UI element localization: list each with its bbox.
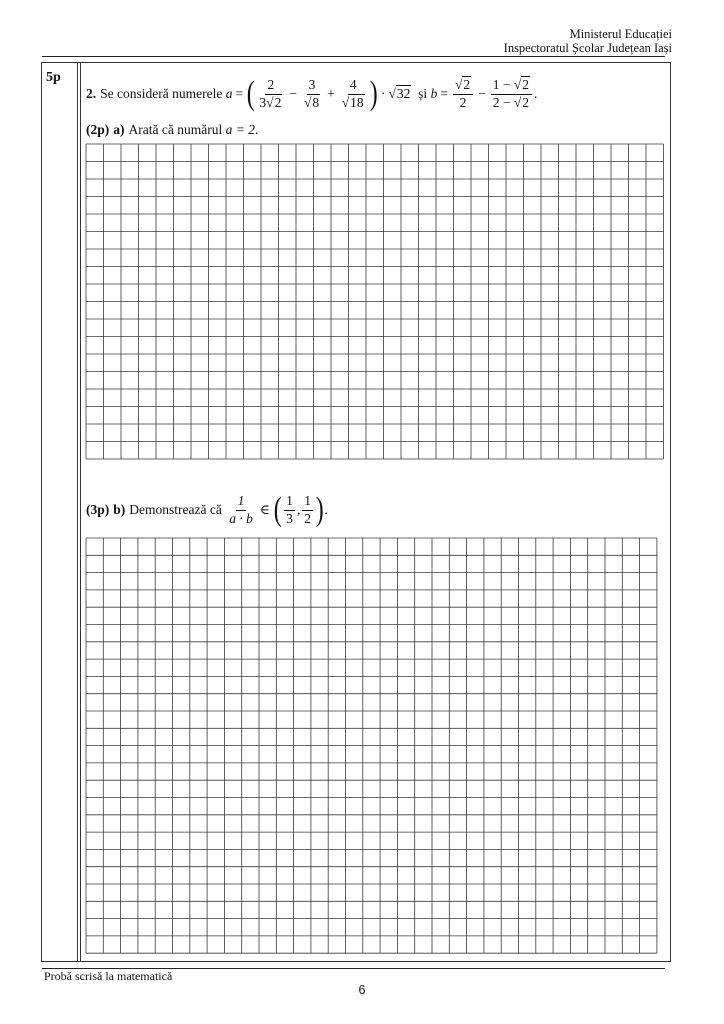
fraction-b-1: $\frac{√2}{2}$ xyxy=(453,78,473,109)
part-b-points: (3p) xyxy=(86,502,110,517)
sqrt-32: √32 xyxy=(388,86,411,101)
part-a-points: (2p) xyxy=(86,122,110,137)
page-number: 6 xyxy=(358,983,366,997)
fraction-b-2: $\frac{1 - √2}{2 - √2}$ xyxy=(491,78,532,109)
fraction-term-2: $\frac{3}{√8}$ xyxy=(303,77,320,110)
answer-grid-a[interactable] xyxy=(86,144,664,459)
part-b-letter: b) xyxy=(113,502,126,517)
header-inspectorate: Inspectoratul Școlar Județean Iași xyxy=(503,41,672,55)
fraction-one-over-ab: $\frac{1}{a \cdot b}$ xyxy=(229,493,253,526)
conjunction-and: și xyxy=(418,86,428,101)
var-b: b xyxy=(430,86,438,101)
interval-high: $\frac{1}{2}$ xyxy=(304,493,312,526)
var-a: a xyxy=(225,86,233,101)
equals-sign: = xyxy=(235,86,244,101)
footer-text: Probă scrisă la matematică xyxy=(44,969,173,983)
header-ministry: Ministerul Educației xyxy=(569,27,672,41)
answer-grid-b[interactable] xyxy=(86,538,657,953)
problem-intro: Se consideră numerele xyxy=(100,86,223,101)
part-a-math: a = 2 xyxy=(225,122,255,137)
part-a-label: (2p) a) Arată că numărul a = 2 . xyxy=(86,122,259,137)
part-a-text: Arată că numărul xyxy=(128,122,223,137)
points-total: 5p xyxy=(46,70,61,85)
interval-low: $\frac{1}{3}$ xyxy=(286,493,293,526)
part-b-text: Demonstrează că xyxy=(129,502,222,517)
problem-statement: 2. Se consideră numerele a = ( $\frac{2}{3√2}$ − $\frac{3}{√8}$ + $\frac{4}{√18}$ ) · √32 și b = $\frac{√2}{2}$ − $\frac{1 - √2}{2 - √2}$ . xyxy=(86,75,538,112)
part-a-letter: a) xyxy=(113,122,125,137)
problem-number: 2. xyxy=(86,86,97,101)
left-paren: ( xyxy=(246,75,255,112)
fraction-term-1: $\frac{2}{3√2}$ xyxy=(259,77,282,110)
part-b-label: (3p) b) Demonstrează că $\frac{1}{a \cdot b}$ ∈ ( $\frac{1}{3}$ , $\frac{1}{2}$ ) . xyxy=(86,491,328,528)
fraction-term-3: $\frac{4}{√18}$ xyxy=(341,77,364,110)
right-paren: ) xyxy=(369,75,378,112)
